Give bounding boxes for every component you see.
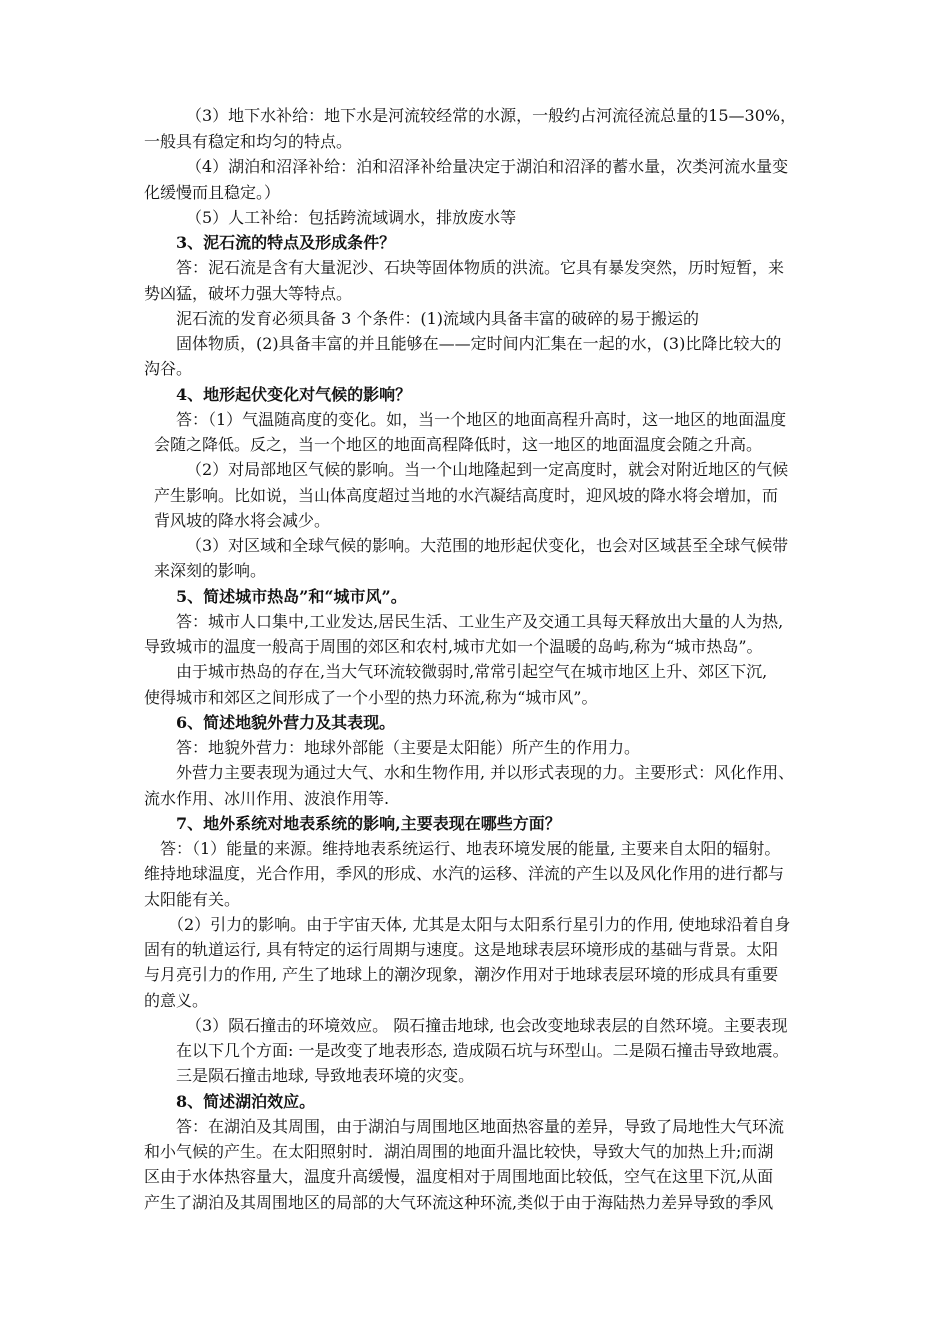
section-heading: 4、地形起伏变化对气候的影响？ (176, 385, 412, 404)
text-line: 使得城市和郊区之间形成了一个小型的热力环流,称为“城市风”。 (144, 688, 598, 707)
text-line: 势凶猛，破坏力强大等特点。 (144, 284, 353, 303)
text-line: 固体物质，(2)具备丰富的并且能够在——定时间内汇集在一起的水，(3)比降比较大的 (176, 334, 782, 353)
text-line: 来深刻的影响。 (154, 561, 267, 580)
text-line: （3）陨石撞击的环境效应。 陨石撞击地球, 也会改变地球表层的自然环境。主要表现 (186, 1016, 788, 1035)
text-line: 太阳能有关。 (144, 890, 241, 909)
text-line: 导致城市的温度一般高于周围的郊区和农村,城市尤如一个温暖的岛屿,称为“城市热岛”。 (144, 637, 763, 656)
text-line: （5）人工补给：包括跨流域调水，排放废水等 (186, 208, 517, 227)
text-line: （2）引力的影响。由于宇宙天体, 尤其是太阳与太阳系行星引力的作用, 使地球沿着自身 (168, 915, 791, 934)
text-line: 的意义。 (144, 991, 209, 1010)
text-line: 产生了湖泊及其周围地区的局部的大气环流这种环流,类似于由于海陆热力差异导致的季风 (144, 1193, 774, 1212)
text-line: （3）对区域和全球气候的影响。大范围的地形起伏变化，也会对区域甚至全球气候带 (186, 536, 789, 555)
text-line: （4）湖泊和沼泽补给：泊和沼泽补给量决定于湖泊和沼泽的蓄水量，次类河流水量变 (186, 157, 789, 176)
text-line: 三是陨石撞击地球, 导致地表环境的灾变。 (176, 1066, 475, 1085)
text-line: 一般具有稳定和均匀的特点。 (144, 132, 353, 151)
text-line: 由于城市热岛的存在,当大气环流较微弱时,常常引起空气在城市地区上升、郊区下沉, (176, 662, 768, 681)
text-line: 在以下几个方面: 一是改变了地表形态, 造成陨石坑与环型山。二是陨石撞击导致地震。 (176, 1041, 789, 1060)
text-line: 答：城市人口集中,工业发达,居民生活、工业生产及交通工具每天释放出大量的人为热, (176, 612, 784, 631)
text-line: 和小气候的产生。在太阳照射时．湖泊周围的地面升温比较快，导致大气的加热上升;而湖 (144, 1142, 774, 1161)
section-heading: 8、简述湖泊效应。 (176, 1092, 316, 1111)
section-heading: 6、简述地貌外营力及其表现。 (176, 713, 396, 732)
text-line: （2）对局部地区气候的影响。当一个山地隆起到一定高度时，就会对附近地区的气候 (186, 460, 789, 479)
text-line: 产生影响。比如说，当山体高度超过当地的水汽凝结高度时，迎风坡的降水将会增加，而 (154, 486, 779, 505)
text-line: 固有的轨道运行, 具有特定的运行周期与速度。这是地球表层环境形成的基础与背景。太阳 (144, 940, 779, 959)
text-line: 答：在湖泊及其周围，由于湖泊与周围地区地面热容量的差异，导致了局地性大气环流 (176, 1117, 785, 1136)
text-line: 外营力主要表现为通过大气、水和生物作用, 并以形式表现的力。主要形式：风化作用、 (176, 763, 795, 782)
text-line: 维持地球温度，光合作用，季风的形成、水汽的运移、洋流的产生以及风化作用的进行都与 (144, 864, 785, 883)
text-line: 答：泥石流是含有大量泥沙、石块等固体物质的洪流。它具有暴发突然，历时短暂，来 (176, 258, 785, 277)
text-line: 区由于水体热容量大，温度升高缓慢，温度相对于周围地面比较低，空气在这里下沉,从面 (144, 1167, 774, 1186)
text-line: 答：（1）气温随高度的变化。如，当一个地区的地面高程升高时，这一地区的地面温度 (176, 410, 787, 429)
section-heading: 5、简述城市热岛”和“城市风”。 (176, 587, 407, 606)
section-heading: 7、地外系统对地表系统的影响,主要表现在哪些方面？ (176, 814, 561, 833)
text-line: 沟谷。 (144, 359, 193, 378)
text-line: 答：地貌外营力：地球外部能（主要是太阳能）所产生的作用力。 (176, 738, 641, 757)
text-line: 与月亮引力的作用, 产生了地球上的潮汐现象，潮汐作用对于地球表层环境的形成具有重要 (144, 965, 779, 984)
section-heading: 3、泥石流的特点及形成条件？ (176, 233, 396, 252)
text-line: 答：（1）能量的来源。维持地表系统运行、地表环境发展的能量, 主要来自太阳的辐射。 (160, 839, 781, 858)
text-line: 流水作用、冰川作用、波浪作用等. (144, 789, 390, 808)
text-line: 泥石流的发育必须具备 3 个条件：(1)流域内具备丰富的破碎的易于搬运的 (176, 309, 700, 328)
text-line: （3）地下水补给：地下水是河流较经常的水源，一般约占河流径流总量的15—30%， (186, 106, 797, 125)
text-line: 背风坡的降水将会减少。 (154, 511, 331, 530)
text-line: 化缓慢而且稳定。） (144, 183, 281, 202)
text-line: 会随之降低。反之，当一个地区的地面高程降低时，这一地区的地面温度会随之升高。 (154, 435, 763, 454)
